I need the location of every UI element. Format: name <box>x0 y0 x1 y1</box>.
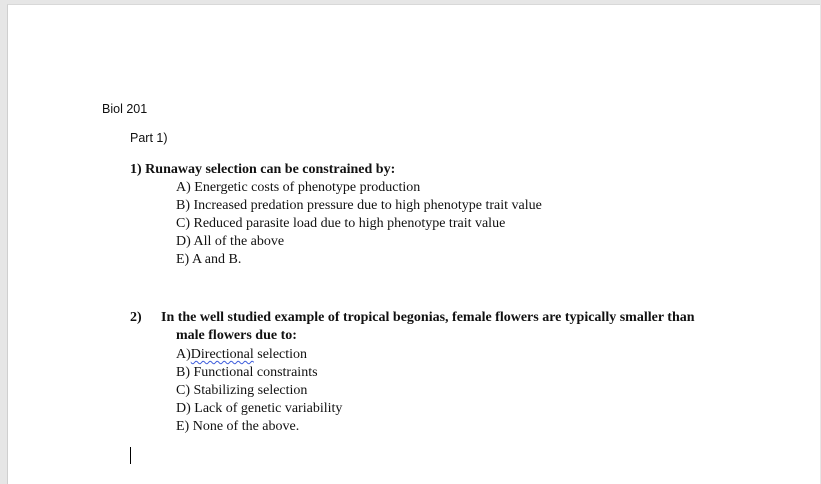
question-1-option-a: A) Energetic costs of phenotype production <box>176 180 421 195</box>
question-2-option-a <box>176 346 307 364</box>
question-2-option-d: D) Lack of genetic variability <box>176 401 343 416</box>
question-1-option-b: B) Increased predation pressure due to high phenotype trait value <box>176 198 542 213</box>
question-2-option-a-rest: selection <box>253 347 308 362</box>
question-2-stem-line-2: male flowers due to: <box>176 328 297 343</box>
question-2-option-a-prefix: A) <box>176 347 191 362</box>
text-cursor <box>130 447 131 464</box>
document-page[interactable] <box>7 4 820 484</box>
question-1-option-e: E) A and B. <box>176 252 242 267</box>
doc-header: Biol 201 <box>102 102 148 116</box>
spelling-flagged-word[interactable]: Directional <box>190 347 254 362</box>
question-1-option-d: D) All of the above <box>176 234 285 249</box>
part-heading: Part 1) <box>130 131 168 145</box>
question-1-stem <box>130 162 395 178</box>
question-1-number: 1) <box>130 162 142 177</box>
question-2-option-b: B) Functional constraints <box>176 365 318 380</box>
question-1-text: Runaway selection can be constrained by: <box>145 162 396 177</box>
question-1-option-c: C) Reduced parasite load due to high phenotype trait value <box>176 216 506 231</box>
question-2-option-e: E) None of the above. <box>176 419 300 434</box>
question-2-option-c: C) Stabilizing selection <box>176 383 308 398</box>
question-2-stem-line-1: In the well studied example of tropical begonias, female flowers are typically smaller than <box>161 310 695 325</box>
question-2-number: 2) <box>130 310 142 325</box>
